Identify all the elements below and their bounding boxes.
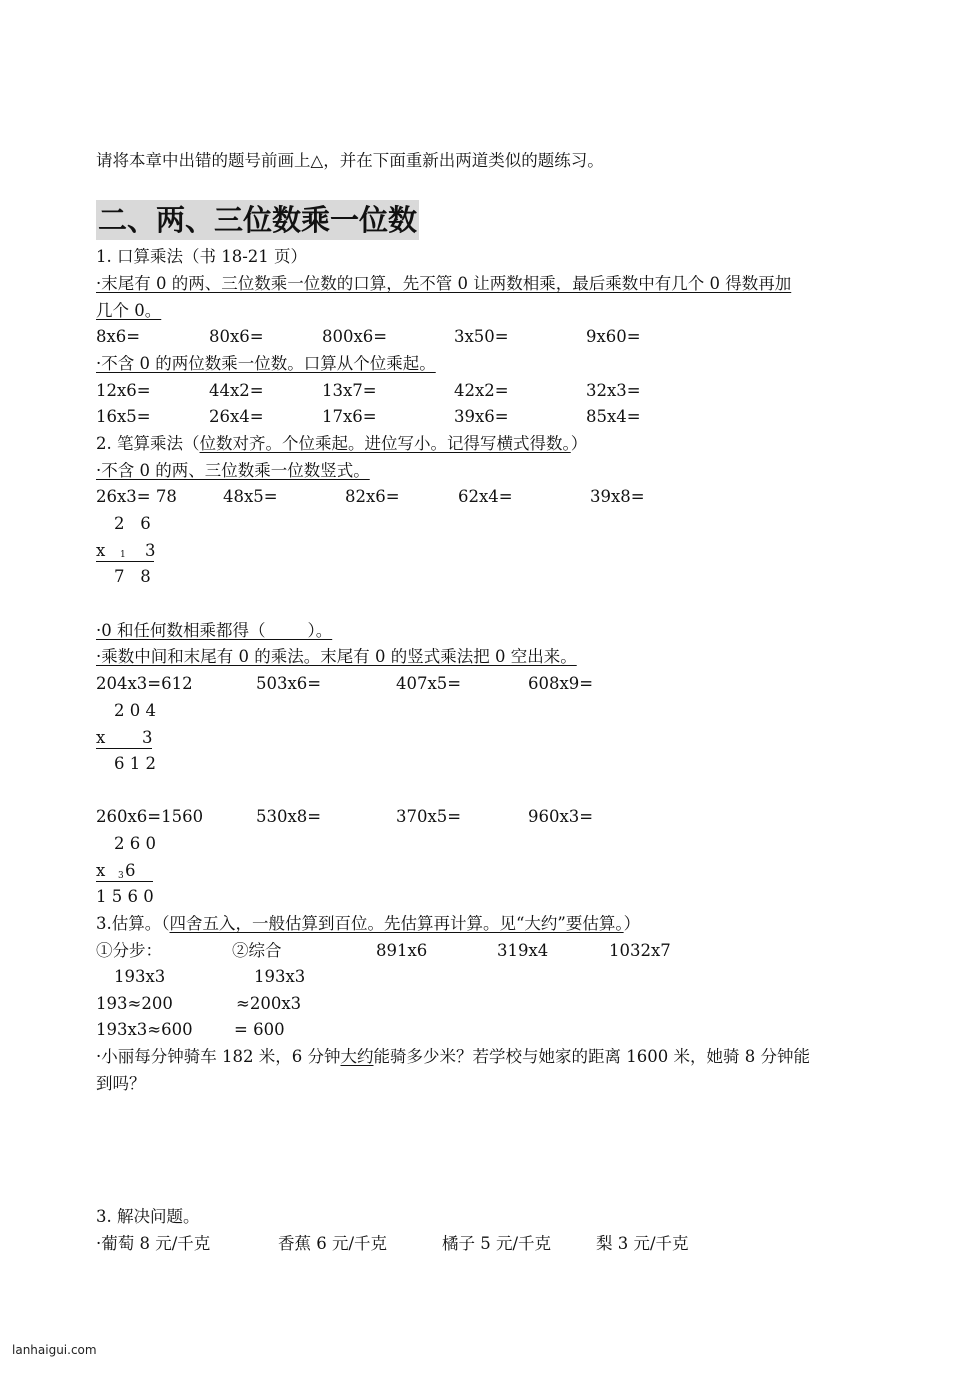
carry-digit: 3 <box>118 871 124 881</box>
problem: 608x9= <box>528 674 594 693</box>
problem: 32x3= <box>586 381 641 400</box>
vertical2-result: 6 1 2 <box>114 754 156 773</box>
heading-underlined: 四舍五入，一般估算到百位。先估算再计算。见“大约”要估算。 <box>169 914 624 933</box>
vertical1-top: 2 6 <box>114 514 151 533</box>
part1-rule1-line2: 几个 0。 <box>96 301 162 320</box>
problem-text: 能骑多少米？若学校与她家的距离 1600 米，她骑 8 分钟能 <box>373 1047 810 1066</box>
problem: 62x4= <box>458 487 513 506</box>
vertical3-multiplier <box>96 860 153 882</box>
site-watermark: lanhaigui.com <box>12 1343 97 1357</box>
multiply-sign: x <box>96 541 106 560</box>
problem: 13x7= <box>322 381 377 400</box>
multiply-sign: x <box>96 728 106 747</box>
part2-rule1: ·不含 0 的两、三位数乘一位数竖式。 <box>96 461 370 480</box>
method-label: ①分步： <box>96 941 162 960</box>
problem: 891x6 <box>376 941 428 960</box>
problem-text: ·小丽每分钟骑车 182 米，6 分钟 <box>96 1047 341 1066</box>
problem: 319x4 <box>497 941 549 960</box>
estimate-step: ≈200x3 <box>236 994 302 1013</box>
problem-emphasis: 大约 <box>340 1047 374 1066</box>
problem: 39x8= <box>590 487 645 506</box>
estimate-step: 193x3 <box>114 967 166 986</box>
part1-rule1-line1: ·末尾有 0 的两、三位数乘一位数的口算，先不管 0 让两数相乘，最后乘数中有几个 0 得数再加 <box>96 274 792 293</box>
problem: 8x6= <box>96 327 141 346</box>
problem: 48x5= <box>223 487 278 506</box>
problem: 17x6= <box>322 407 377 426</box>
part3-heading <box>96 913 640 935</box>
rule-zero-text: ·0 和任何数相乘都得（ ）。 <box>96 621 333 640</box>
fruit-price: 橘子 5 元/千克 <box>442 1234 552 1253</box>
vertical2-top: 2 0 4 <box>114 701 156 720</box>
problem: 800x6= <box>322 327 388 346</box>
problem: 370x5= <box>396 807 462 826</box>
estimate-step: 193x3≈600 <box>96 1020 193 1039</box>
vertical3-top: 2 6 0 <box>114 834 156 853</box>
word-problem-line2: 到吗？ <box>96 1074 146 1093</box>
problem: 44x2= <box>209 381 264 400</box>
estimate-step: 193≈200 <box>96 994 173 1013</box>
problem: 3x50= <box>454 327 509 346</box>
part2-heading <box>96 433 587 455</box>
problem: 85x4= <box>586 407 641 426</box>
problem: 530x8= <box>256 807 322 826</box>
problem: 503x6= <box>256 674 322 693</box>
problem: 39x6= <box>454 407 509 426</box>
heading-underlined: 位数对齐。个位乘起。进位写小。记得写横式得数。 <box>199 434 571 453</box>
heading-prefix: 2. 笔算乘法（ <box>96 434 200 453</box>
problem: 82x6= <box>345 487 400 506</box>
vertical1-result: 7 8 <box>114 567 151 586</box>
problem: 407x5= <box>396 674 462 693</box>
vertical3-result: 1 5 6 0 <box>96 887 154 906</box>
heading-prefix: 3.估算。（ <box>96 914 170 933</box>
problem: 26x4= <box>209 407 264 426</box>
estimate-step: 193x3 <box>254 967 306 986</box>
part4-heading: 3. 解决问题。 <box>96 1207 200 1226</box>
fruit-price: 梨 3 元/千克 <box>596 1234 689 1253</box>
problem: 260x6=1560 <box>96 807 204 826</box>
estimate-step: = 600 <box>234 1020 285 1039</box>
section-title: 二、两、三位数乘一位数 <box>96 200 419 240</box>
problem: 12x6= <box>96 381 151 400</box>
word-problem-line1 <box>96 1046 810 1068</box>
heading-suffix: ） <box>623 914 641 933</box>
problem: 80x6= <box>209 327 264 346</box>
part2-rule2: ·乘数中间和末尾有 0 的乘法。末尾有 0 的竖式乘法把 0 空出来。 <box>96 647 577 666</box>
problem: 42x2= <box>454 381 509 400</box>
part2-rule-zero <box>96 620 332 642</box>
instruction-text: 请将本章中出错的题号前画上△，并在下面重新出两道类似的题练习。 <box>96 151 604 170</box>
fruit-price: 香蕉 6 元/千克 <box>278 1234 388 1253</box>
problem: 204x3=612 <box>96 674 193 693</box>
carry-digit: 1 <box>120 550 126 560</box>
problem: 960x3= <box>528 807 594 826</box>
vertical2-multiplier <box>96 727 152 749</box>
multiplier-digit: 6 <box>125 861 136 880</box>
multiply-sign: x <box>96 861 106 880</box>
problem: 26x3= 78 <box>96 487 177 506</box>
vertical1-multiplier <box>96 540 154 562</box>
fruit-price: ·葡萄 8 元/千克 <box>96 1234 211 1253</box>
part1-heading: 1. 口算乘法（书 18-21 页） <box>96 247 308 266</box>
multiplier-digit: 3 <box>142 728 153 747</box>
method-label: ②综合 <box>232 941 282 960</box>
multiplier-digit: 3 <box>145 541 156 560</box>
heading-suffix: ） <box>570 434 588 453</box>
part1-rule2: ·不含 0 的两位数乘一位数。口算从个位乘起。 <box>96 354 436 373</box>
problem: 9x60= <box>586 327 641 346</box>
problem: 1032x7 <box>609 941 671 960</box>
problem: 16x5= <box>96 407 151 426</box>
